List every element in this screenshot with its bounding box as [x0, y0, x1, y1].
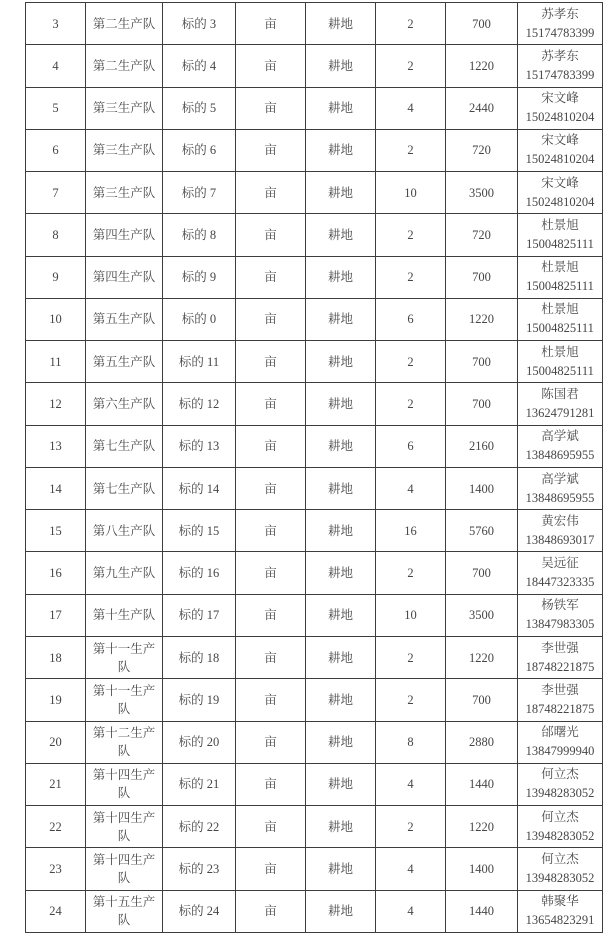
cell-land-type: 耕地	[306, 467, 376, 509]
cell-amount: 1220	[446, 298, 518, 340]
cell-amount: 1220	[446, 45, 518, 87]
cell-production-team: 第十一生产队	[86, 636, 163, 678]
cell-production-team: 第十四生产队	[86, 763, 163, 805]
cell-quantity: 10	[376, 594, 446, 636]
cell-production-team: 第七生产队	[86, 467, 163, 509]
table-row	[26, 256, 603, 298]
cell-row-number: 7	[26, 172, 86, 214]
cell-production-team: 第二生产队	[86, 45, 163, 87]
table-row	[26, 848, 603, 890]
contact-name: 李世强	[541, 682, 579, 697]
contact-name: 何立杰	[541, 809, 579, 824]
cell-amount: 1220	[446, 636, 518, 678]
cell-subject-lot: 标的 7	[163, 172, 236, 214]
contact-name: 杨铁军	[541, 598, 579, 613]
cell-amount: 1400	[446, 848, 518, 890]
cell-unit: 亩	[236, 256, 306, 298]
cell-land-type: 耕地	[306, 763, 376, 805]
contact-phone: 15174783399	[525, 25, 595, 40]
table-row	[26, 890, 603, 932]
cell-subject-lot: 标的 0	[163, 298, 236, 340]
cell-row-number: 12	[26, 383, 86, 425]
contact-name: 李世强	[541, 640, 579, 655]
land-auction-table	[25, 2, 603, 933]
cell-subject-lot: 标的 20	[163, 721, 236, 763]
cell-row-number: 4	[26, 45, 86, 87]
table-row	[26, 172, 603, 214]
cell-contact	[518, 129, 603, 171]
cell-subject-lot: 标的 15	[163, 510, 236, 552]
cell-land-type: 耕地	[306, 806, 376, 848]
cell-quantity: 2	[376, 45, 446, 87]
cell-subject-lot: 标的 11	[163, 341, 236, 383]
cell-contact	[518, 256, 603, 298]
contact-phone: 15024810204	[525, 110, 595, 125]
cell-contact	[518, 45, 603, 87]
contact-name: 杜景旭	[541, 302, 579, 317]
contact-phone: 18748221875	[525, 701, 595, 716]
cell-contact	[518, 3, 603, 45]
cell-amount: 3500	[446, 594, 518, 636]
table-row	[26, 636, 603, 678]
cell-land-type: 耕地	[306, 890, 376, 932]
table-row	[26, 3, 603, 45]
cell-subject-lot: 标的 23	[163, 848, 236, 890]
table-row	[26, 383, 603, 425]
table-row	[26, 425, 603, 467]
cell-quantity: 4	[376, 763, 446, 805]
cell-production-team: 第五生产队	[86, 341, 163, 383]
contact-name: 杜景旭	[541, 344, 579, 359]
cell-land-type: 耕地	[306, 298, 376, 340]
table-row	[26, 214, 603, 256]
cell-unit: 亩	[236, 3, 306, 45]
cell-contact	[518, 383, 603, 425]
cell-unit: 亩	[236, 87, 306, 129]
table-row	[26, 45, 603, 87]
cell-amount: 700	[446, 552, 518, 594]
cell-land-type: 耕地	[306, 214, 376, 256]
cell-subject-lot: 标的 8	[163, 214, 236, 256]
cell-production-team: 第八生产队	[86, 510, 163, 552]
cell-subject-lot: 标的 17	[163, 594, 236, 636]
cell-row-number: 15	[26, 510, 86, 552]
table-row	[26, 467, 603, 509]
cell-amount: 2160	[446, 425, 518, 467]
cell-unit: 亩	[236, 298, 306, 340]
cell-land-type: 耕地	[306, 172, 376, 214]
contact-phone: 15024810204	[525, 152, 595, 167]
cell-land-type: 耕地	[306, 552, 376, 594]
cell-contact	[518, 594, 603, 636]
contact-phone: 15004825111	[526, 279, 594, 294]
cell-land-type: 耕地	[306, 87, 376, 129]
cell-unit: 亩	[236, 552, 306, 594]
contact-phone: 18748221875	[525, 659, 595, 674]
table-row	[26, 510, 603, 552]
cell-unit: 亩	[236, 45, 306, 87]
cell-contact	[518, 425, 603, 467]
cell-contact	[518, 636, 603, 678]
cell-quantity: 2	[376, 341, 446, 383]
cell-unit: 亩	[236, 467, 306, 509]
cell-quantity: 10	[376, 172, 446, 214]
cell-contact	[518, 467, 603, 509]
contact-phone: 13948283052	[525, 786, 595, 801]
cell-quantity: 4	[376, 890, 446, 932]
cell-row-number: 22	[26, 806, 86, 848]
cell-amount: 720	[446, 129, 518, 171]
cell-quantity: 16	[376, 510, 446, 552]
cell-subject-lot: 标的 19	[163, 679, 236, 721]
cell-row-number: 21	[26, 763, 86, 805]
cell-production-team: 第三生产队	[86, 172, 163, 214]
cell-contact	[518, 298, 603, 340]
cell-quantity: 2	[376, 679, 446, 721]
cell-unit: 亩	[236, 890, 306, 932]
cell-contact	[518, 552, 603, 594]
cell-row-number: 10	[26, 298, 86, 340]
cell-contact	[518, 721, 603, 763]
contact-phone: 13848693017	[525, 532, 595, 547]
cell-row-number: 9	[26, 256, 86, 298]
cell-land-type: 耕地	[306, 3, 376, 45]
cell-quantity: 2	[376, 636, 446, 678]
cell-production-team: 第三生产队	[86, 129, 163, 171]
cell-quantity: 8	[376, 721, 446, 763]
table-row	[26, 298, 603, 340]
contact-phone: 13848695955	[525, 490, 595, 505]
contact-phone: 15004825111	[526, 363, 594, 378]
cell-subject-lot: 标的 22	[163, 806, 236, 848]
table-row	[26, 679, 603, 721]
table-row	[26, 806, 603, 848]
cell-production-team: 第十四生产队	[86, 806, 163, 848]
table-row	[26, 129, 603, 171]
contact-name: 高学斌	[541, 471, 579, 486]
cell-land-type: 耕地	[306, 341, 376, 383]
cell-amount: 1440	[446, 763, 518, 805]
cell-unit: 亩	[236, 341, 306, 383]
contact-phone: 13948283052	[525, 828, 595, 843]
cell-unit: 亩	[236, 806, 306, 848]
cell-row-number: 13	[26, 425, 86, 467]
cell-land-type: 耕地	[306, 129, 376, 171]
cell-unit: 亩	[236, 214, 306, 256]
cell-production-team: 第六生产队	[86, 383, 163, 425]
cell-subject-lot: 标的 21	[163, 763, 236, 805]
table-row	[26, 763, 603, 805]
contact-name: 杜景旭	[541, 260, 579, 275]
cell-row-number: 17	[26, 594, 86, 636]
cell-subject-lot: 标的 24	[163, 890, 236, 932]
table-row	[26, 552, 603, 594]
contact-phone: 15004825111	[526, 236, 594, 251]
cell-unit: 亩	[236, 510, 306, 552]
cell-amount: 700	[446, 383, 518, 425]
cell-unit: 亩	[236, 763, 306, 805]
cell-land-type: 耕地	[306, 425, 376, 467]
contact-name: 宋文峰	[541, 175, 579, 190]
cell-quantity: 2	[376, 3, 446, 45]
cell-quantity: 4	[376, 848, 446, 890]
cell-amount: 700	[446, 341, 518, 383]
cell-contact	[518, 806, 603, 848]
cell-contact	[518, 510, 603, 552]
cell-row-number: 20	[26, 721, 86, 763]
cell-production-team: 第十五生产队	[86, 890, 163, 932]
cell-unit: 亩	[236, 636, 306, 678]
cell-contact	[518, 214, 603, 256]
cell-quantity: 6	[376, 298, 446, 340]
cell-quantity: 2	[376, 129, 446, 171]
cell-row-number: 5	[26, 87, 86, 129]
cell-land-type: 耕地	[306, 679, 376, 721]
cell-land-type: 耕地	[306, 510, 376, 552]
contact-phone: 18447323335	[525, 575, 595, 590]
table-body	[26, 3, 603, 933]
cell-production-team: 第九生产队	[86, 552, 163, 594]
table-row	[26, 341, 603, 383]
contact-name: 何立杰	[541, 767, 579, 782]
cell-land-type: 耕地	[306, 45, 376, 87]
contact-name: 陈国君	[541, 387, 579, 402]
contact-name: 高学斌	[541, 429, 579, 444]
cell-amount: 1440	[446, 890, 518, 932]
cell-contact	[518, 763, 603, 805]
cell-subject-lot: 标的 3	[163, 3, 236, 45]
cell-row-number: 18	[26, 636, 86, 678]
cell-amount: 1220	[446, 806, 518, 848]
cell-row-number: 14	[26, 467, 86, 509]
contact-phone: 15174783399	[525, 67, 595, 82]
contact-name: 韩聚华	[541, 894, 579, 909]
cell-row-number: 19	[26, 679, 86, 721]
cell-contact	[518, 341, 603, 383]
cell-land-type: 耕地	[306, 636, 376, 678]
cell-land-type: 耕地	[306, 594, 376, 636]
cell-quantity: 2	[376, 383, 446, 425]
cell-land-type: 耕地	[306, 848, 376, 890]
cell-row-number: 24	[26, 890, 86, 932]
contact-name: 吴远征	[541, 556, 579, 571]
cell-quantity: 6	[376, 425, 446, 467]
cell-contact	[518, 679, 603, 721]
cell-production-team: 第四生产队	[86, 256, 163, 298]
cell-quantity: 4	[376, 87, 446, 129]
cell-production-team: 第七生产队	[86, 425, 163, 467]
cell-unit: 亩	[236, 425, 306, 467]
contact-phone: 13654823291	[525, 913, 595, 928]
cell-unit: 亩	[236, 383, 306, 425]
cell-quantity: 2	[376, 214, 446, 256]
cell-amount: 700	[446, 679, 518, 721]
cell-subject-lot: 标的 16	[163, 552, 236, 594]
contact-phone: 13624791281	[525, 406, 595, 421]
cell-subject-lot: 标的 4	[163, 45, 236, 87]
contact-phone: 13848695955	[525, 448, 595, 463]
cell-amount: 3500	[446, 172, 518, 214]
cell-quantity: 4	[376, 467, 446, 509]
cell-unit: 亩	[236, 594, 306, 636]
cell-row-number: 3	[26, 3, 86, 45]
contact-name: 宋文峰	[541, 133, 579, 148]
cell-land-type: 耕地	[306, 383, 376, 425]
contact-name: 苏孝东	[541, 6, 579, 21]
cell-unit: 亩	[236, 172, 306, 214]
table-row	[26, 721, 603, 763]
cell-production-team: 第十一生产队	[86, 679, 163, 721]
cell-row-number: 11	[26, 341, 86, 383]
cell-unit: 亩	[236, 721, 306, 763]
contact-phone: 13948283052	[525, 870, 595, 885]
cell-production-team: 第三生产队	[86, 87, 163, 129]
contact-phone: 13847983305	[525, 617, 595, 632]
contact-phone: 15024810204	[525, 194, 595, 209]
cell-row-number: 8	[26, 214, 86, 256]
cell-production-team: 第四生产队	[86, 214, 163, 256]
cell-unit: 亩	[236, 848, 306, 890]
cell-contact	[518, 87, 603, 129]
cell-subject-lot: 标的 13	[163, 425, 236, 467]
cell-subject-lot: 标的 12	[163, 383, 236, 425]
cell-quantity: 2	[376, 552, 446, 594]
contact-name: 杜景旭	[541, 217, 579, 232]
cell-amount: 700	[446, 3, 518, 45]
cell-quantity: 2	[376, 256, 446, 298]
cell-contact	[518, 848, 603, 890]
cell-land-type: 耕地	[306, 256, 376, 298]
cell-row-number: 23	[26, 848, 86, 890]
cell-production-team: 第十生产队	[86, 594, 163, 636]
cell-amount: 2880	[446, 721, 518, 763]
cell-production-team: 第五生产队	[86, 298, 163, 340]
cell-production-team: 第十二生产队	[86, 721, 163, 763]
cell-row-number: 16	[26, 552, 86, 594]
contact-phone: 13847999940	[525, 744, 595, 759]
cell-subject-lot: 标的 9	[163, 256, 236, 298]
cell-quantity: 2	[376, 806, 446, 848]
table-row	[26, 594, 603, 636]
cell-amount: 720	[446, 214, 518, 256]
cell-amount: 5760	[446, 510, 518, 552]
cell-row-number: 6	[26, 129, 86, 171]
cell-contact	[518, 172, 603, 214]
cell-amount: 2440	[446, 87, 518, 129]
cell-subject-lot: 标的 6	[163, 129, 236, 171]
contact-name: 宋文峰	[541, 91, 579, 106]
cell-unit: 亩	[236, 129, 306, 171]
cell-amount: 700	[446, 256, 518, 298]
cell-subject-lot: 标的 18	[163, 636, 236, 678]
cell-land-type: 耕地	[306, 721, 376, 763]
contact-name: 何立杰	[541, 851, 579, 866]
contact-phone: 15004825111	[526, 321, 594, 336]
cell-production-team: 第十四生产队	[86, 848, 163, 890]
cell-subject-lot: 标的 14	[163, 467, 236, 509]
cell-contact	[518, 890, 603, 932]
contact-name: 邰曙光	[541, 725, 579, 740]
cell-production-team: 第二生产队	[86, 3, 163, 45]
contact-name: 苏孝东	[541, 48, 579, 63]
contact-name: 黄宏伟	[541, 513, 579, 528]
cell-amount: 1400	[446, 467, 518, 509]
cell-subject-lot: 标的 5	[163, 87, 236, 129]
cell-unit: 亩	[236, 679, 306, 721]
table-row	[26, 87, 603, 129]
